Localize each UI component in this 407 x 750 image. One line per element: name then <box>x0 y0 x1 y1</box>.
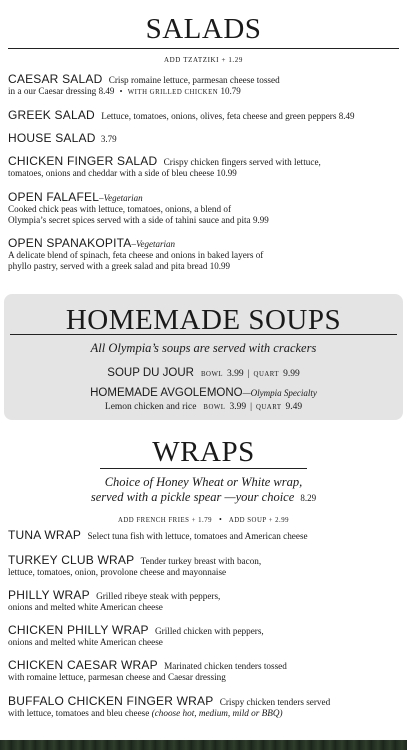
item-desc: Select tuna fish with lettuce, tomatoes and American cheese <box>87 531 308 541</box>
item-price: 9.99 <box>252 215 269 225</box>
item-desc: onions and melted white American cheese <box>8 602 163 612</box>
quart-label: QUART <box>253 371 280 378</box>
bowl-label: BOWL <box>203 404 226 411</box>
item-name: BUFFALO CHICKEN FINGER WRAP <box>8 694 214 708</box>
item-desc-note: (choose hot, medium, mild or BBQ) <box>151 708 283 718</box>
bullet-separator: • <box>219 515 222 524</box>
item-name: SOUP DU JOUR <box>107 367 194 379</box>
item-name: HOMEMADE AVGOLEMONO <box>90 387 243 399</box>
item-name: CHICKEN FINGER SALAD <box>8 154 158 168</box>
item-price: 8.49 <box>338 111 355 121</box>
menu-item-buffalo-chicken-finger-wrap <box>0 696 407 719</box>
price-separator: | <box>247 369 250 379</box>
item-name: OPEN SPANAKOPITA <box>8 236 132 250</box>
menu-item-philly-wrap <box>0 590 407 613</box>
item-desc: Crispy chicken fingers served with lettuce, <box>163 157 321 167</box>
item-desc: Lettuce, tomatoes, onions, olives, feta cheese and green peppers <box>101 111 337 121</box>
menu-item-greek-salad <box>0 110 407 122</box>
item-desc: tomatoes, onions and cheddar with a side of bleu cheese <box>8 168 215 178</box>
item-desc: Marinated chicken tenders tossed <box>164 661 287 671</box>
item-tag: —Olympia Specialty <box>242 388 317 398</box>
item-desc: lettuce, tomatoes, onion, provolone cheese and mayonnaise <box>8 567 227 577</box>
item-desc: Olympia’s secret spices served with a side of tahini sauce and pita <box>8 215 251 225</box>
menu-item-tuna-wrap <box>0 530 407 542</box>
quart-price: 9.49 <box>285 402 303 412</box>
bullet-separator: • <box>119 87 123 96</box>
item-desc: Crispy chicken tenders served <box>219 697 331 707</box>
wraps-extra-fries: ADD FRENCH FRIES + 1.79 <box>117 517 213 524</box>
item-desc: phyllo pastry, served with a greek salad and pita bread <box>8 261 208 271</box>
salads-title: SALADS <box>145 13 262 45</box>
wraps-intro <box>0 475 407 506</box>
item-desc: with romaine lettuce, parmesan cheese and Caesar dressing <box>8 672 226 682</box>
wraps-title: WRAPS <box>152 436 255 468</box>
quart-label: QUART <box>255 404 282 411</box>
item-desc: Lemon chicken and rice <box>104 402 197 412</box>
bottom-decorative-band <box>0 740 407 750</box>
salads-divider <box>0 48 407 49</box>
bowl-label: BOWL <box>201 371 224 378</box>
item-desc: in a our Caesar dressing <box>8 86 97 96</box>
item-name: GREEK SALAD <box>8 108 95 122</box>
menu-item-chicken-finger-salad <box>0 156 407 179</box>
item-name: CHICKEN PHILLY WRAP <box>8 623 149 637</box>
quart-price: 9.99 <box>283 369 300 379</box>
item-desc: A delicate blend of spinach, feta cheese and onions in baked layers of <box>8 250 264 260</box>
item-desc: onions and melted white American cheese <box>8 637 163 647</box>
menu-item-caesar-salad <box>0 74 407 98</box>
item-price: 10.99 <box>216 168 237 178</box>
item-price: 3.79 <box>100 134 117 144</box>
item-desc: Crisp romaine lettuce, parmesan cheese tossed <box>108 75 280 85</box>
item-name: PHILLY WRAP <box>8 588 90 602</box>
item-price: 8.49 <box>98 86 115 96</box>
wraps-extra-soup: ADD SOUP + 2.99 <box>228 517 290 524</box>
item-name: CAESAR SALAD <box>8 72 103 86</box>
item-tag: –Vegetarian <box>99 193 143 203</box>
soups-note: All Olympia’s soups are served with crackers <box>90 341 317 355</box>
wraps-intro-line2: served with a pickle spear —your choice <box>90 490 295 504</box>
menu-item-open-falafel <box>0 192 407 226</box>
item-desc: Grilled chicken with peppers, <box>155 626 264 636</box>
menu-item-open-spanakopita <box>0 238 407 272</box>
item-desc: Cooked chick peas with lettuce, tomatoes, onions, a blend of <box>8 204 231 214</box>
salads-addon-note: ADD TZATZIKI + 1.29 <box>164 56 243 64</box>
bowl-price: 3.99 <box>229 402 247 412</box>
soups-title: HOMEMADE SOUPS <box>65 304 342 336</box>
wraps-divider <box>0 468 407 469</box>
menu-item-house-salad <box>0 133 407 145</box>
item-name: OPEN FALAFEL <box>8 190 100 204</box>
item-name: CHICKEN CAESAR WRAP <box>8 658 158 672</box>
item-desc: with lettuce, tomatoes and bleu cheese <box>8 708 150 718</box>
item-extra-label: WITH GRILLED CHICKEN <box>127 89 219 96</box>
item-extra-price: 10.79 <box>220 86 241 96</box>
wraps-price: 8.29 <box>300 493 317 503</box>
menu-item-turkey-club-wrap <box>0 555 407 578</box>
menu-item-chicken-caesar-wrap <box>0 660 407 683</box>
item-name: TURKEY CLUB WRAP <box>8 553 135 567</box>
menu-item-avgolemono <box>4 386 403 414</box>
item-name: HOUSE SALAD <box>8 131 96 145</box>
item-tag: –Vegetarian <box>131 239 175 249</box>
wraps-extras <box>0 509 407 527</box>
item-price: 10.99 <box>209 261 230 271</box>
item-name: TUNA WRAP <box>8 528 82 542</box>
bowl-price: 3.99 <box>227 369 244 379</box>
soups-panel <box>4 294 403 420</box>
wraps-intro-line1: Choice of Honey Wheat or White wrap, <box>104 475 303 489</box>
soups-divider <box>10 334 397 335</box>
item-desc: Grilled ribeye steak with peppers, <box>96 591 221 601</box>
menu-item-soup-du-jour <box>4 363 403 381</box>
menu-item-chicken-philly-wrap <box>0 625 407 648</box>
price-separator: | <box>250 402 252 412</box>
item-desc: Tender turkey breast with bacon, <box>140 556 262 566</box>
